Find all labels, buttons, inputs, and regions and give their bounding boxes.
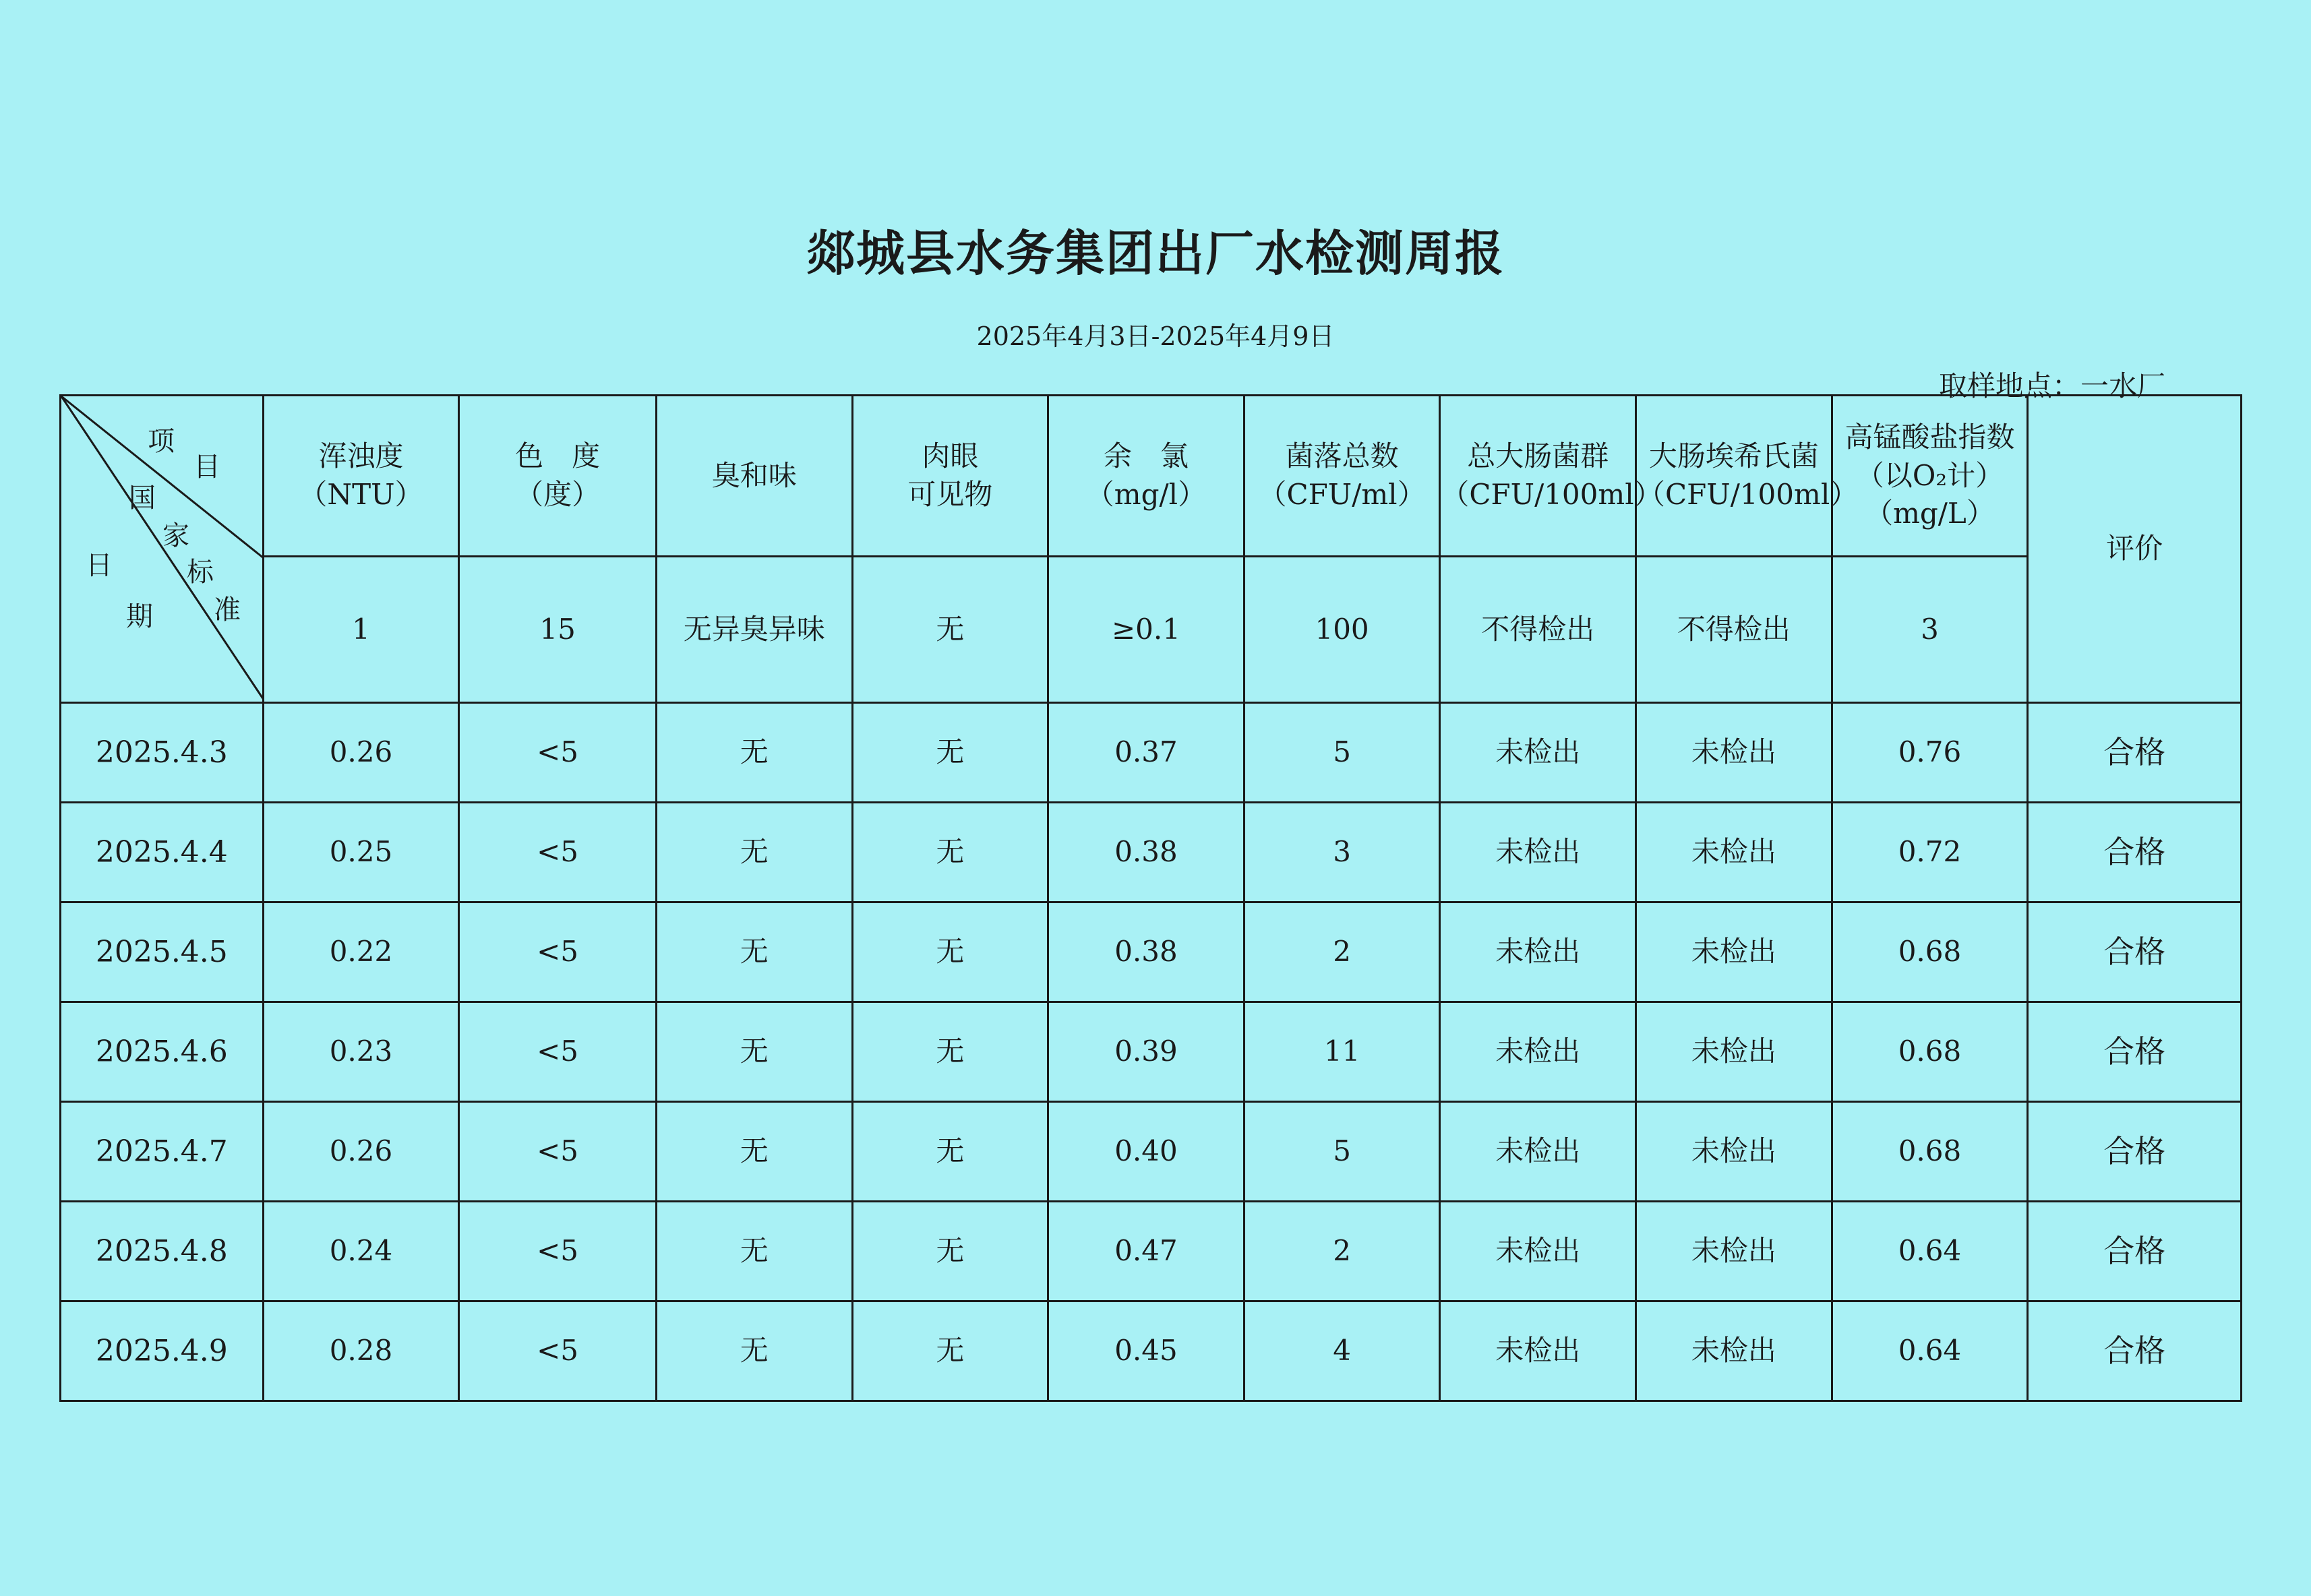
corner-header-cell [61, 396, 264, 703]
table-row [61, 902, 2242, 1002]
cell-color: <5 [459, 902, 657, 1002]
table-row [61, 1202, 2242, 1301]
cell-color: <5 [459, 1301, 657, 1401]
standard-colony-count: 100 [1244, 557, 1440, 703]
standard-visible-matter: 无 [852, 557, 1048, 703]
row-date: 2025.4.8 [61, 1202, 264, 1301]
cell-colony-count: 3 [1244, 803, 1440, 902]
col-header-color: 色 度 （度） [459, 396, 657, 557]
cell-visible-matter: 无 [852, 902, 1048, 1002]
col-header-colony-count: 菌落总数 （CFU/ml） [1244, 396, 1440, 557]
cell-e-coli: 未检出 [1636, 902, 1832, 1002]
cell-residual-chlorine: 0.38 [1048, 902, 1244, 1002]
table-row [61, 803, 2242, 902]
cell-total-coliforms: 未检出 [1440, 1301, 1636, 1401]
cell-color: <5 [459, 1002, 657, 1102]
cell-visible-matter: 无 [852, 1202, 1048, 1301]
cell-turbidity: 0.24 [263, 1202, 459, 1301]
cell-odor: 无 [656, 703, 852, 803]
cell-permanganate: 0.64 [1832, 1301, 2028, 1401]
table-row [61, 1301, 2242, 1401]
col-header-visible-matter: 肉眼 可见物 [852, 396, 1048, 557]
cell-e-coli: 未检出 [1636, 803, 1832, 902]
standard-turbidity: 1 [263, 557, 459, 703]
cell-permanganate: 0.68 [1832, 902, 2028, 1002]
cell-e-coli: 未检出 [1636, 1102, 1832, 1202]
cell-e-coli: 未检出 [1636, 1202, 1832, 1301]
cell-evaluation: 合格 [2028, 1002, 2242, 1102]
col-header-turbidity: 浑浊度 （NTU） [263, 396, 459, 557]
cell-colony-count: 5 [1244, 1102, 1440, 1202]
cell-residual-chlorine: 0.45 [1048, 1301, 1244, 1401]
table-row [61, 703, 2242, 803]
cell-residual-chlorine: 0.38 [1048, 803, 1244, 902]
cell-permanganate: 0.68 [1832, 1002, 2028, 1102]
row-date: 2025.4.3 [61, 703, 264, 803]
table-row [61, 1002, 2242, 1102]
corner-std-char-4: 准 [214, 594, 241, 625]
cell-visible-matter: 无 [852, 1002, 1048, 1102]
cell-e-coli: 未检出 [1636, 1002, 1832, 1102]
col-header-total-coliforms: 总大肠菌群 （CFU/100ml） [1440, 396, 1636, 557]
row-date: 2025.4.5 [61, 902, 264, 1002]
row-date: 2025.4.4 [61, 803, 264, 902]
cell-colony-count: 11 [1244, 1002, 1440, 1102]
cell-turbidity: 0.28 [263, 1301, 459, 1401]
corner-date-char-1: 日 [86, 550, 113, 581]
cell-odor: 无 [656, 803, 852, 902]
cell-permanganate: 0.64 [1832, 1202, 2028, 1301]
standard-e-coli: 不得检出 [1636, 557, 1832, 703]
cell-residual-chlorine: 0.39 [1048, 1002, 1244, 1102]
cell-colony-count: 2 [1244, 902, 1440, 1002]
cell-color: <5 [459, 1102, 657, 1202]
cell-evaluation: 合格 [2028, 1202, 2242, 1301]
cell-odor: 无 [656, 1202, 852, 1301]
cell-permanganate: 0.72 [1832, 803, 2028, 902]
row-date: 2025.4.7 [61, 1102, 264, 1202]
cell-total-coliforms: 未检出 [1440, 803, 1636, 902]
cell-evaluation: 合格 [2028, 1301, 2242, 1401]
cell-total-coliforms: 未检出 [1440, 902, 1636, 1002]
standard-total-coliforms: 不得检出 [1440, 557, 1636, 703]
corner-std-char-1: 国 [129, 483, 156, 514]
cell-color: <5 [459, 703, 657, 803]
water-quality-table [59, 394, 2242, 1402]
sampling-location: 取样地点：一水厂 [1938, 369, 2165, 402]
cell-e-coli: 未检出 [1636, 703, 1832, 803]
row-date: 2025.4.6 [61, 1002, 264, 1102]
cell-total-coliforms: 未检出 [1440, 1102, 1636, 1202]
cell-turbidity: 0.23 [263, 1002, 459, 1102]
cell-visible-matter: 无 [852, 1301, 1048, 1401]
cell-visible-matter: 无 [852, 1102, 1048, 1202]
cell-permanganate: 0.76 [1832, 703, 2028, 803]
cell-colony-count: 5 [1244, 703, 1440, 803]
cell-color: <5 [459, 803, 657, 902]
corner-std-char-3: 标 [187, 557, 214, 588]
col-header-residual-chlorine: 余 氯 （mg/l） [1048, 396, 1244, 557]
page-title: 郯城县水务集团出厂水检测周报 [806, 225, 1505, 282]
cell-total-coliforms: 未检出 [1440, 1202, 1636, 1301]
cell-colony-count: 4 [1244, 1301, 1440, 1401]
table-row [61, 1102, 2242, 1202]
standard-odor: 无异臭异味 [656, 557, 852, 703]
corner-item-char-1: 项 [148, 426, 175, 457]
cell-odor: 无 [656, 1301, 852, 1401]
standard-row [61, 557, 2242, 703]
cell-residual-chlorine: 0.40 [1048, 1102, 1244, 1202]
date-range: 2025年4月3日-2025年4月9日 [976, 321, 1335, 351]
cell-total-coliforms: 未检出 [1440, 703, 1636, 803]
cell-visible-matter: 无 [852, 803, 1048, 902]
cell-turbidity: 0.26 [263, 703, 459, 803]
cell-colony-count: 2 [1244, 1202, 1440, 1301]
cell-evaluation: 合格 [2028, 703, 2242, 803]
row-date: 2025.4.9 [61, 1301, 264, 1401]
cell-permanganate: 0.68 [1832, 1102, 2028, 1202]
cell-turbidity: 0.22 [263, 902, 459, 1002]
standard-color: 15 [459, 557, 657, 703]
cell-odor: 无 [656, 1102, 852, 1202]
standard-permanganate: 3 [1832, 557, 2028, 703]
corner-date-char-2: 期 [126, 601, 153, 632]
cell-turbidity: 0.25 [263, 803, 459, 902]
cell-residual-chlorine: 0.37 [1048, 703, 1244, 803]
standard-residual-chlorine: ≥0.1 [1048, 557, 1244, 703]
cell-odor: 无 [656, 902, 852, 1002]
corner-std-char-2: 家 [162, 520, 189, 551]
cell-turbidity: 0.26 [263, 1102, 459, 1202]
cell-visible-matter: 无 [852, 703, 1048, 803]
col-header-e-coli: 大肠埃希氏菌 （CFU/100ml） [1636, 396, 1832, 557]
cell-odor: 无 [656, 1002, 852, 1102]
header-row [61, 396, 2242, 557]
cell-evaluation: 合格 [2028, 1102, 2242, 1202]
cell-evaluation: 合格 [2028, 902, 2242, 1002]
cell-residual-chlorine: 0.47 [1048, 1202, 1244, 1301]
corner-item-char-2: 目 [193, 452, 220, 483]
cell-evaluation: 合格 [2028, 803, 2242, 902]
cell-color: <5 [459, 1202, 657, 1301]
cell-total-coliforms: 未检出 [1440, 1002, 1636, 1102]
cell-e-coli: 未检出 [1636, 1301, 1832, 1401]
col-header-evaluation: 评价 [2028, 396, 2242, 703]
col-header-permanganate: 高锰酸盐指数 （以O₂计） （mg/L） [1832, 396, 2028, 557]
col-header-odor: 臭和味 [656, 396, 852, 557]
